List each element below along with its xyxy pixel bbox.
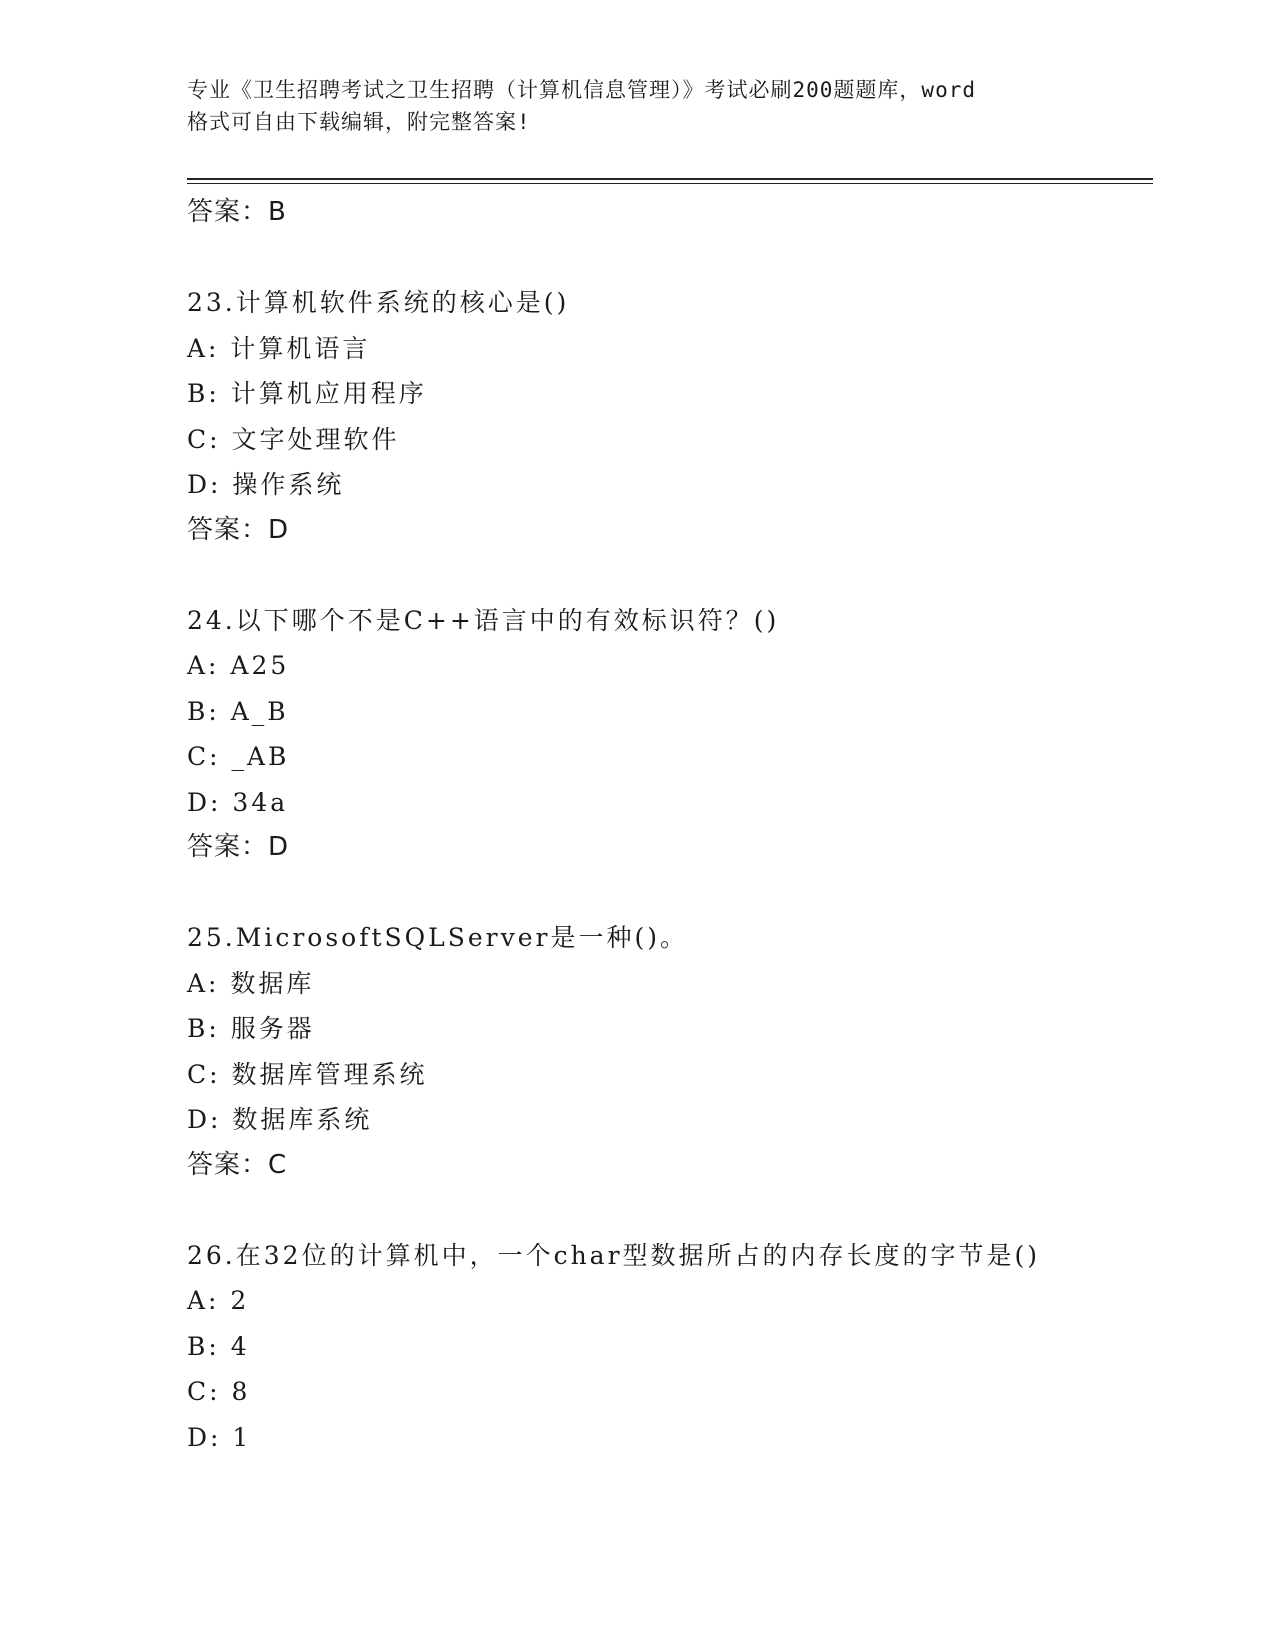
question-24 [187, 598, 1153, 870]
header-line-1: 专业《卫生招聘考试之卫生招聘（计算机信息管理）》考试必刷200题题库，word [187, 78, 976, 102]
option-a: A: 2 [187, 1286, 250, 1315]
question-26 [187, 1233, 1153, 1461]
question-list [187, 190, 1153, 1460]
option-a: A: 计算机语言 [187, 333, 371, 363]
header-divider-thin [187, 183, 1153, 184]
question-23 [187, 280, 1153, 552]
question-25 [187, 915, 1153, 1187]
option-d: D: 操作系统 [187, 470, 345, 499]
option-b: B: 4 [187, 1331, 250, 1361]
answer: 答案：D [187, 514, 290, 545]
option-c: C: 文字处理软件 [187, 424, 400, 454]
option-a: A: 数据库 [187, 968, 315, 998]
option-c: C: 8 [187, 1377, 251, 1406]
option-a: A: A25 [187, 651, 290, 680]
header-divider [187, 178, 1153, 180]
option-c: C: _AB [187, 742, 290, 771]
option-d: D: 1 [187, 1422, 252, 1452]
question-stem: 25.MicrosoftSQLServer是一种()。 [187, 923, 689, 952]
header-line-2: 格式可自由下载编辑，附完整答案! [187, 110, 531, 134]
option-b: B: 服务器 [187, 1014, 315, 1043]
question-stem: 26.在32位的计算机中，一个char型数据所占的内存长度的字节是() [187, 1240, 1041, 1270]
option-b: B: 计算机应用程序 [187, 379, 427, 408]
option-c: C: 数据库管理系统 [187, 1059, 428, 1089]
answer: 答案：D [187, 832, 290, 862]
answer: 答案：C [187, 1149, 288, 1180]
option-d: D: 34a [187, 787, 289, 817]
option-d: D: 数据库系统 [187, 1105, 373, 1134]
document-header [187, 74, 1107, 138]
question-stem: 23.计算机软件系统的核心是() [187, 288, 570, 317]
question-stem: 24.以下哪个不是C++语言中的有效标识符？() [187, 605, 780, 635]
previous-answer: 答案：B [187, 197, 287, 227]
option-b: B: A_B [187, 696, 289, 726]
